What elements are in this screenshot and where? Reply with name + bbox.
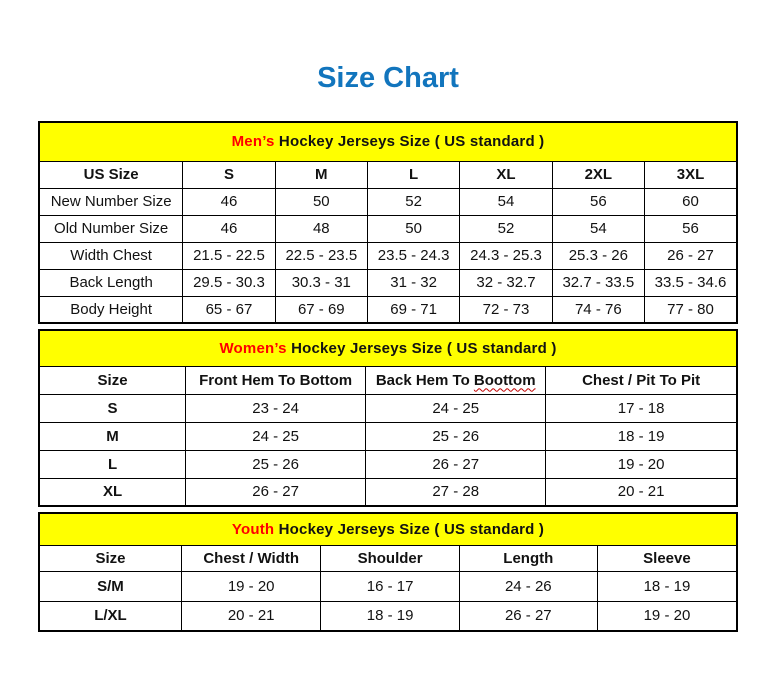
womens-size-value: 26 - 27 [186, 478, 366, 506]
youth-column-header: Length [459, 545, 597, 571]
youth-size-value: 19 - 20 [181, 571, 321, 601]
mens-size-value: 65 - 67 [183, 296, 275, 323]
mens-table-row [39, 242, 737, 269]
womens-section-banner [39, 330, 737, 366]
youth-size-value: 16 - 17 [321, 571, 459, 601]
womens-size-value: 25 - 26 [366, 422, 546, 450]
womens-size-value: 23 - 24 [186, 394, 366, 422]
womens-size-value: 24 - 25 [366, 394, 546, 422]
youth-column-header: Shoulder [321, 545, 459, 571]
womens-size-value: 18 - 19 [546, 422, 737, 450]
mens-size-value: 26 - 27 [645, 242, 738, 269]
womens-size-value: 27 - 28 [366, 478, 546, 506]
youth-table-row [39, 601, 737, 631]
mens-size-value: 54 [552, 215, 644, 242]
youth-column-header: Sleeve [597, 545, 737, 571]
youth-size-value: 26 - 27 [459, 601, 597, 631]
youth-banner-text: Hockey Jerseys Size ( US standard ) [274, 520, 545, 538]
mens-table-row [39, 296, 737, 323]
youth-row-label: S/M [39, 571, 181, 601]
mens-size-value: 69 - 71 [367, 296, 459, 323]
mens-size-value: 52 [460, 215, 552, 242]
youth-row-label: L/XL [39, 601, 181, 631]
mens-row-label: Width Chest [39, 242, 183, 269]
womens-size-value: 24 - 25 [186, 422, 366, 450]
youth-table-row [39, 571, 737, 601]
womens-size-value: 19 - 20 [546, 450, 737, 478]
womens-size-value: 17 - 18 [546, 394, 737, 422]
mens-size-value: 50 [275, 188, 367, 215]
mens-size-value: 77 - 80 [645, 296, 738, 323]
mens-size-value: 31 - 32 [367, 269, 459, 296]
mens-size-value: 32.7 - 33.5 [552, 269, 644, 296]
womens-table-row [39, 478, 737, 506]
womens-size-value: 20 - 21 [546, 478, 737, 506]
mens-size-value: 23.5 - 24.3 [367, 242, 459, 269]
mens-table-row [39, 269, 737, 296]
size-tables-container [38, 121, 738, 632]
mens-size-value: 30.3 - 31 [275, 269, 367, 296]
mens-row-label: Body Height [39, 296, 183, 323]
mens-size-value: 32 - 32.7 [460, 269, 552, 296]
youth-size-value: 19 - 20 [597, 601, 737, 631]
womens-column-header: Size [39, 366, 186, 394]
youth-column-header: Size [39, 545, 181, 571]
mens-size-value: 56 [552, 188, 644, 215]
mens-size-value: 60 [645, 188, 738, 215]
youth-banner-highlight: Youth [231, 520, 275, 538]
womens-table-row [39, 422, 737, 450]
mens-size-value: 50 [367, 215, 459, 242]
mens-size-value: 46 [183, 215, 275, 242]
mens-column-header: S [183, 161, 275, 188]
womens-banner-text: Hockey Jerseys Size ( US standard ) [286, 339, 557, 357]
womens-row-label: L [39, 450, 186, 478]
womens-column-header [366, 366, 546, 394]
youth-size-value: 20 - 21 [181, 601, 321, 631]
mens-size-value: 56 [645, 215, 738, 242]
womens-table-row [39, 394, 737, 422]
womens-misspelled-word: Boottom [473, 371, 536, 389]
mens-column-header: 2XL [552, 161, 644, 188]
youth-section-banner [39, 513, 737, 545]
womens-table-row [39, 450, 737, 478]
mens-size-value: 24.3 - 25.3 [460, 242, 552, 269]
page-title: Size Chart [317, 62, 459, 94]
womens-row-label: S [39, 394, 186, 422]
youth-size-value: 18 - 19 [321, 601, 459, 631]
mens-table-row [39, 188, 737, 215]
mens-size-value: 67 - 69 [275, 296, 367, 323]
size-table-womens [38, 329, 738, 507]
womens-column-header: Front Hem To Bottom [186, 366, 366, 394]
mens-size-value: 21.5 - 22.5 [183, 242, 275, 269]
mens-size-value: 29.5 - 30.3 [183, 269, 275, 296]
mens-size-value: 54 [460, 188, 552, 215]
mens-size-value: 48 [275, 215, 367, 242]
womens-size-value: 25 - 26 [186, 450, 366, 478]
womens-row-label: XL [39, 478, 186, 506]
mens-column-header: 3XL [645, 161, 738, 188]
mens-column-header: L [367, 161, 459, 188]
size-table-mens [38, 121, 738, 324]
mens-column-header: US Size [39, 161, 183, 188]
womens-size-value: 26 - 27 [366, 450, 546, 478]
womens-column-header: Chest / Pit To Pit [546, 366, 737, 394]
womens-column-header-text: Back Hem To [375, 371, 474, 389]
mens-size-value: 22.5 - 23.5 [275, 242, 367, 269]
womens-banner-highlight: Women’s [219, 339, 287, 357]
mens-size-value: 46 [183, 188, 275, 215]
mens-row-label: New Number Size [39, 188, 183, 215]
youth-column-header: Chest / Width [181, 545, 321, 571]
mens-table-row [39, 215, 737, 242]
mens-row-label: Back Length [39, 269, 183, 296]
youth-size-value: 24 - 26 [459, 571, 597, 601]
mens-banner-highlight: Men’s [231, 133, 275, 151]
mens-banner-text: Hockey Jerseys Size ( US standard ) [274, 133, 545, 151]
mens-column-header: XL [460, 161, 552, 188]
mens-size-value: 25.3 - 26 [552, 242, 644, 269]
mens-section-banner [39, 122, 737, 161]
size-table-youth [38, 512, 738, 632]
mens-row-label: Old Number Size [39, 215, 183, 242]
mens-column-header: M [275, 161, 367, 188]
womens-row-label: M [39, 422, 186, 450]
mens-size-value: 52 [367, 188, 459, 215]
youth-size-value: 18 - 19 [597, 571, 737, 601]
mens-size-value: 33.5 - 34.6 [645, 269, 738, 296]
mens-size-value: 72 - 73 [460, 296, 552, 323]
mens-size-value: 74 - 76 [552, 296, 644, 323]
